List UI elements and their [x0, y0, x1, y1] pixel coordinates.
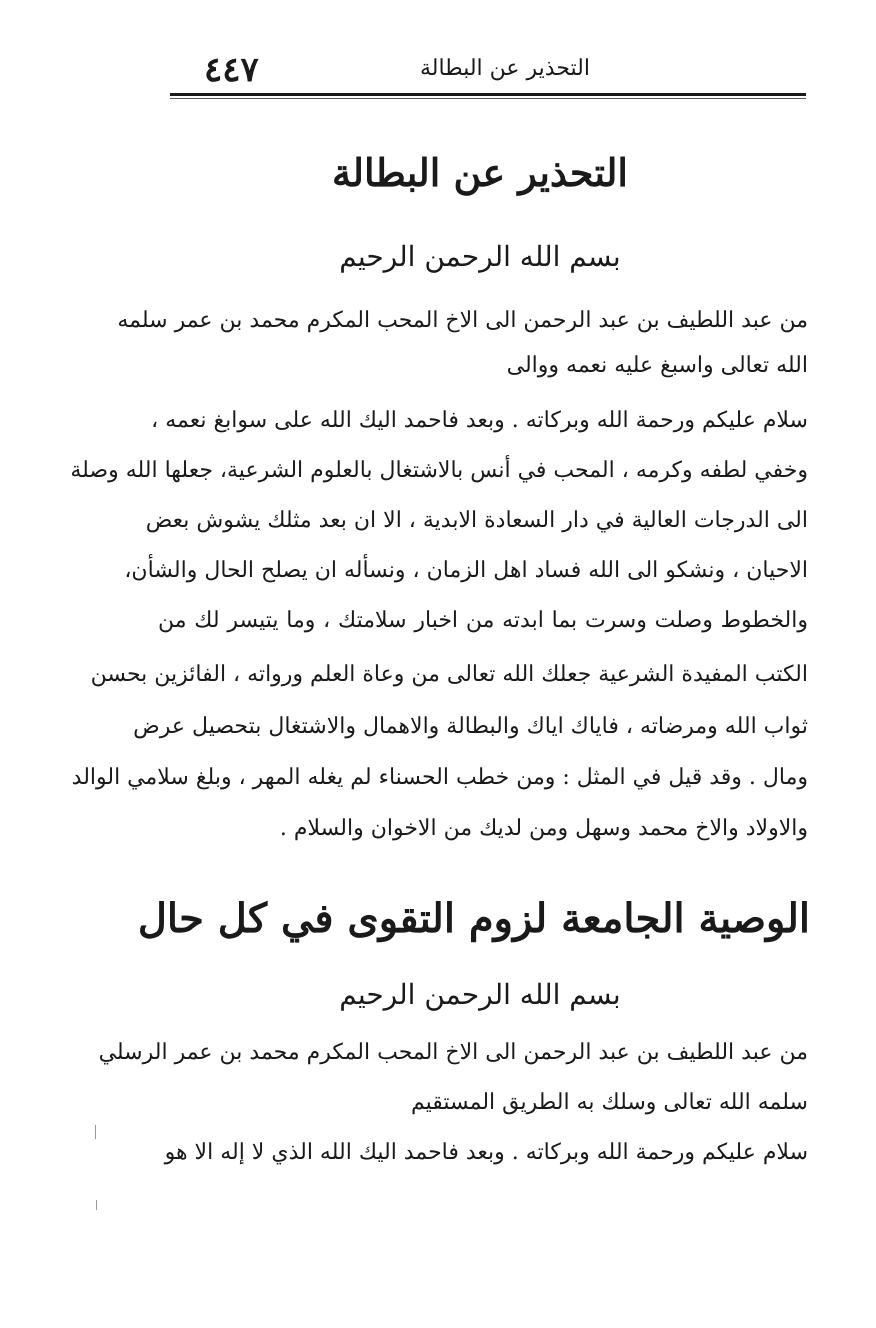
- paragraph-line: الكتب المفيدة الشرعية جعلك الله تعالى من وعاة العلم ورواته ، الفائزين بحسن: [90, 662, 808, 687]
- basmala-2: بسم الله الرحمن الرحيم: [339, 978, 621, 1011]
- margin-speck: [95, 1125, 96, 1139]
- paragraph-line: من عبد اللطيف بن عبد الرحمن الى الاخ المحب المكرم محمد بن عمر سلمه: [117, 308, 808, 333]
- paragraph-line: من عبد اللطيف بن عبد الرحمن الى الاخ المحب المكرم محمد بن عمر الرسلي: [98, 1040, 808, 1065]
- paragraph-line: سلام عليكم ورحمة الله وبركاته . وبعد فاحمد اليك الله الذي لا إله الا هو: [164, 1140, 808, 1165]
- paragraph-line: ثواب الله ومرضاته ، فاياك اياك والبطالة والاهمال والاشتغال بتحصيل عرض: [133, 714, 808, 739]
- paragraph-line: الله تعالى واسبغ عليه نعمه ووالى: [506, 353, 808, 378]
- paragraph-line: الاحيان ، ونشكو الى الله فساد اهل الزمان ، ونسأله ان يصلح الحال والشأن،: [124, 558, 808, 583]
- paragraph-line: والاولاد والاخ محمد وسهل ومن لديك من الاخوان والسلام .: [279, 816, 808, 841]
- header-rule: [170, 93, 806, 96]
- margin-speck: [96, 1200, 97, 1210]
- running-title: التحذير عن البطالة: [419, 56, 590, 81]
- header-rule-thin: [170, 98, 806, 99]
- paragraph-line: والخطوط وصلت وسرت بما ابدته من اخبار سلامتك ، وما يتيسر لك من: [158, 608, 808, 633]
- paragraph-line: سلام عليكم ورحمة الله وبركاته . وبعد فاحمد اليك الله على سوابغ نعمه ،: [151, 408, 808, 433]
- page-header: [170, 50, 806, 94]
- paragraph-line: الى الدرجات العالية في دار السعادة الابدية ، الا ان بعد مثلك يشوش بعض: [145, 508, 808, 533]
- section-title-2: الوصية الجامعة لزوم التقوى في كل حال: [137, 895, 810, 942]
- page-number: ٤٤٧: [204, 50, 259, 90]
- paragraph-line: وخفي لطفه وكرمه ، المحب في أنس بالاشتغال بالعلوم الشرعية، جعلها الله وصلة: [70, 458, 808, 483]
- basmala-1: بسم الله الرحمن الرحيم: [339, 240, 621, 273]
- paragraph-line: سلمه الله تعالى وسلك به الطريق المستقيم: [410, 1090, 808, 1115]
- paragraph-line: ومال . وقد قيل في المثل : ومن خطب الحسناء لم يغله المهر ، وبلغ سلامي الوالد: [71, 765, 808, 790]
- section-title-1: التحذير عن البطالة: [332, 150, 628, 195]
